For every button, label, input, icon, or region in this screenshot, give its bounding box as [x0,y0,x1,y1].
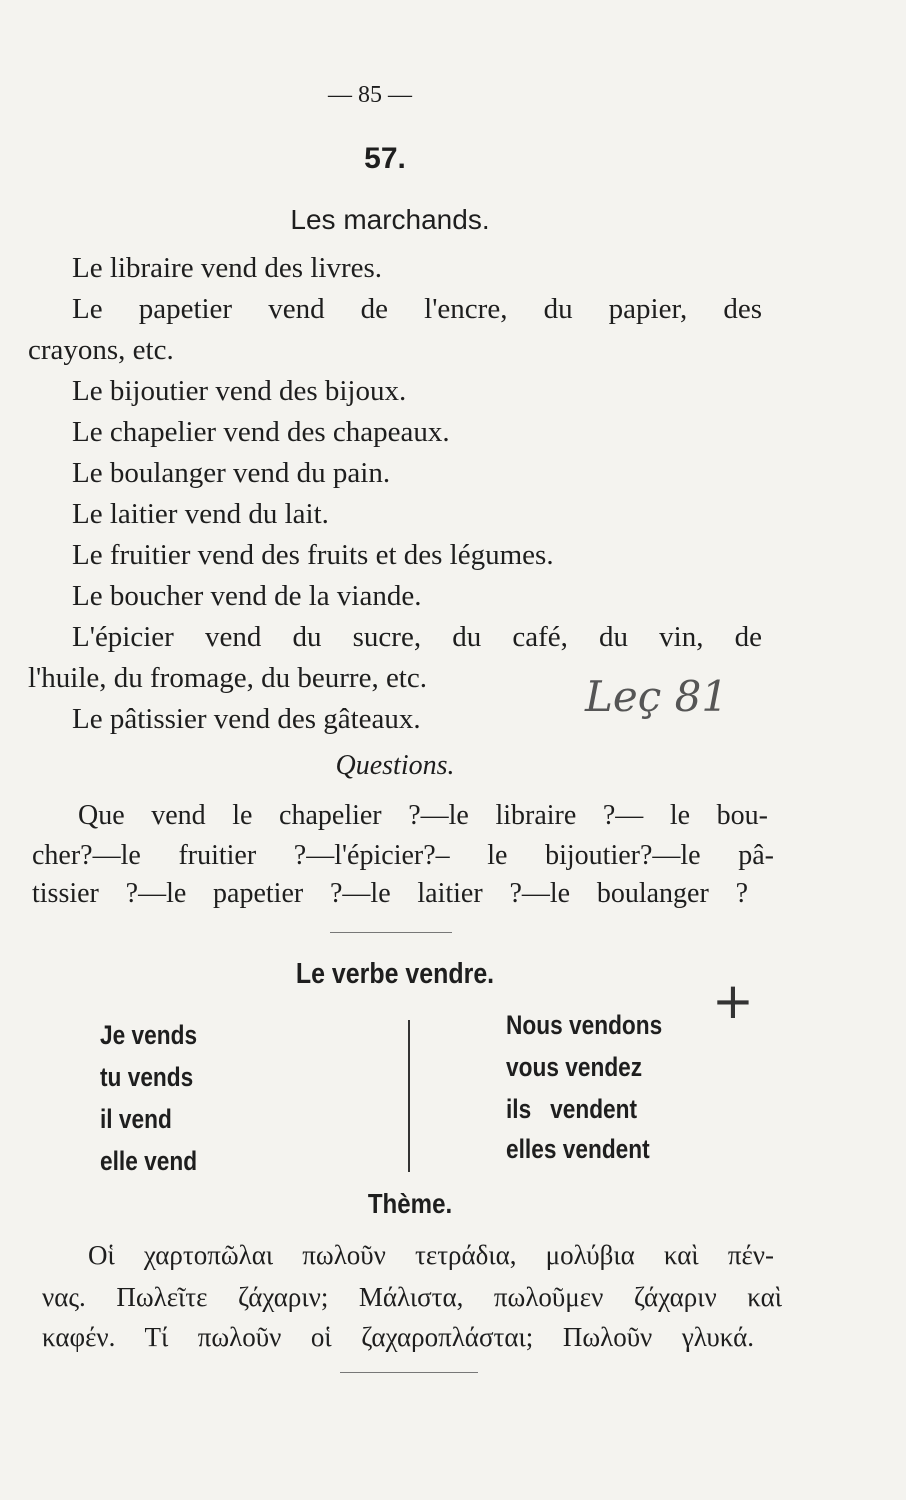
text-line: Le boulanger vend du pain. [72,457,391,489]
verb-heading: Le verbe vendre. [295,958,495,990]
conjugation-plural: vous vendez [506,1052,643,1082]
handwritten-note: Leç 81 [585,672,729,721]
conjugation-singular: Je vends [100,1020,198,1050]
question-line: cher?—le fruitier ?—l'épicier?– le bijoutier?—le pâ- [32,840,774,871]
conjugation-plural: ils vendent [506,1094,638,1124]
section-rule [330,932,452,933]
text-line: Le papetier vend de l'encre, du papier, des [72,293,762,325]
text-line: Le bijoutier vend des bijoux. [72,375,407,407]
question-line: Que vend le chapelier ?—le libraire ?— le bou- [78,800,768,831]
conjugation-divider [408,1020,410,1172]
text-line: Le pâtissier vend des gâteaux. [72,703,421,735]
text-line: Le laitier vend du lait. [72,498,329,530]
theme-line: καφέν. Τί πωλοῦν οἱ ζαχαροπλάσται; Πωλοῦν γλυκά. [42,1322,754,1352]
conjugation-singular: il vend [100,1104,172,1134]
lesson-number: 57. [364,142,406,175]
conjugation-singular: tu vends [100,1062,194,1092]
text-line: Le fruitier vend des fruits et des légumes. [72,539,554,571]
theme-line: Οἱ χαρτοπῶλαι πωλοῦν τετράδια, μολύβια καὶ πέν- [88,1240,774,1270]
text-line: Le boucher vend de la viande. [72,580,422,612]
text-line: Le chapelier vend des chapeaux. [72,416,450,448]
conjugation-plural: Nous vendons [506,1010,663,1040]
questions-heading: Questions. [335,750,455,781]
page-number: — 85 — [328,82,412,108]
conjugation-singular: elle vend [100,1146,198,1176]
cross-mark: + [712,972,754,1030]
text-line: Le libraire vend des livres. [72,252,383,284]
text-line: L'épicier vend du sucre, du café, du vin, de [72,621,762,653]
lesson-title: Les marchands. [290,204,490,235]
end-rule [340,1372,478,1373]
text-line: crayons, etc. [28,334,174,366]
theme-line: νας. Πωλεῖτε ζάχαριν; Μάλιστα, πωλοῦμεν ζάχαριν καὶ [42,1282,782,1312]
question-line: tissier ?—le papetier ?—le laitier ?—le boulanger ? [32,878,748,909]
conjugation-plural: elles vendent [506,1134,650,1164]
theme-heading: Thème. [367,1188,453,1219]
text-line: l'huile, du fromage, du beurre, etc. [28,662,427,694]
